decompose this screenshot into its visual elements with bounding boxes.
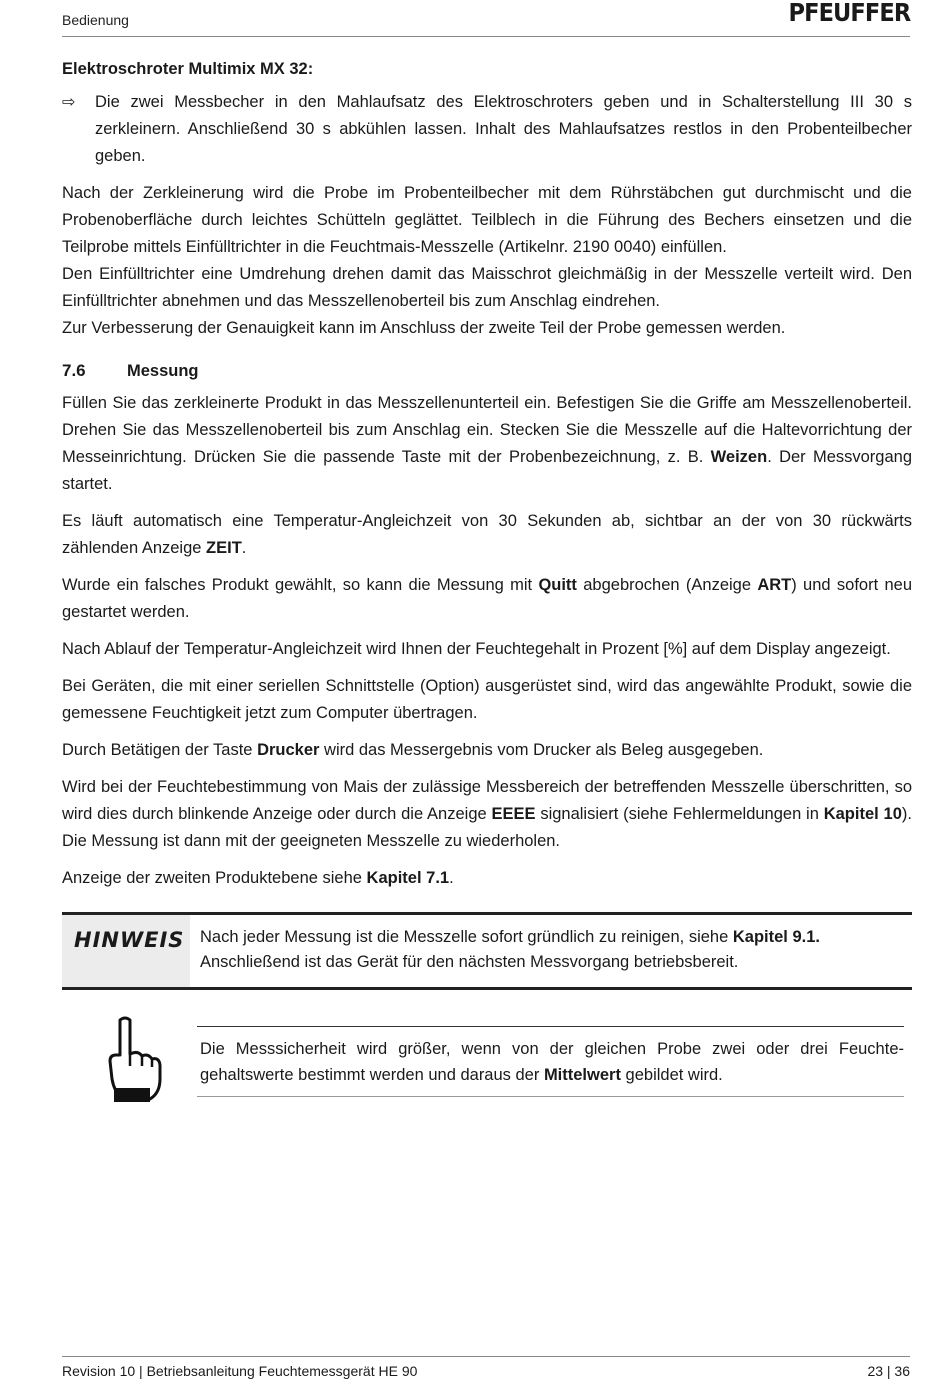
- notice-text: Nach jeder Messung ist die Messzelle sofort gründlich zu reinigen, siehe Kapitel 9.1. Anschließend ist das Gerät für den nächsten Messvorgang betriebsbereit.: [200, 928, 820, 971]
- multimix-line-1: Nach der Zerkleinerung wird die Probe im Probenteilbecher mit dem Rührstäbchen gut durchmischt und die Probenoberfläche durch leichtes Schütteln geglättet. Teilblech in die Führung des Bechers einsetzen und die Teilprobe mittels Einfülltrichter in die Feuchtmais-Messzelle (Artikelnr. 2190 0040) einfüllen.: [62, 184, 912, 256]
- multimix-title: Elektroschroter Multimix MX 32:: [62, 60, 314, 78]
- multimix-line-2: Den Einfülltrichter eine Umdrehung drehen damit das Maisschrot gleichmäßig in der Messzelle verteilt wird. Den Einfülltrichter abnehmen und das Messzellenoberteil bis zum Anschlag eindrehen.: [62, 265, 912, 310]
- arrow-right-outline-icon: ⇨: [62, 94, 76, 111]
- paragraph-5: Bei Geräten, die mit einer seriellen Schnittstelle (Option) ausgerüstet sind, wird das angewählte Produkt, sowie die gemessene Feuchtigkeit jetzt zum Computer übertragen.: [62, 677, 912, 722]
- multimix-paragraph: [62, 180, 912, 342]
- bold-eeee: EEEE: [491, 805, 536, 823]
- section-title: Messung: [127, 362, 199, 380]
- bold-art: ART: [757, 576, 792, 594]
- paragraph-6: Durch Betätigen der Taste Drucker wird das Messergebnis vom Drucker als Beleg ausgegeben.: [62, 741, 764, 759]
- tip-bottom-rule: [197, 1096, 904, 1097]
- bold-kapitel-9-1: Kapitel 9.1.: [732, 928, 820, 946]
- paragraph-2: Es läuft automatisch eine Temperatur-Angleichzeit von 30 Sekunden ab, sichtbar an der von 30 rückwärts zählenden Anzeige ZEIT.: [62, 512, 912, 557]
- page-number: 23 | 36: [867, 1363, 910, 1379]
- bold-quitt: Quitt: [538, 576, 577, 594]
- page-content: [62, 56, 912, 1136]
- pointing-hand-icon: [102, 1016, 162, 1106]
- paragraph-4: Nach Ablauf der Temperatur-Angleichzeit wird Ihnen der Feuchtegehalt in Prozent [%] auf dem Display angezeigt.: [62, 640, 891, 658]
- tip-top-rule: [197, 1026, 904, 1027]
- bold-drucker: Drucker: [257, 741, 320, 759]
- paragraph-1: Füllen Sie das zerkleinerte Produkt in das Messzellenunterteil ein. Befestigen Sie die Griffe am Messzellenoberteil. Drehen Sie das Messzellenoberteil bis zum Anschlag ein. Stecken Sie die Messzelle auf die Haltevorrichtung der Messeinrichtung. Drücken Sie die passende Taste mit der Probenbezeichnung, z. B. Weizen. Der Messvorgang startet.: [62, 394, 913, 493]
- bold-zeit: ZEIT: [206, 539, 242, 557]
- tip-box: [62, 1016, 912, 1136]
- multimix-line-3: Zur Verbesserung der Genauigkeit kann im Anschluss der zweite Teil der Probe gemessen werden.: [62, 319, 786, 337]
- notice-box: [62, 912, 912, 990]
- paragraph-7: Wird bei der Feuchtebestimmung von Mais der zulässige Messbereich der betreffenden Messzelle überschritten, so wird dies durch blinkende Anzeige oder durch die Anzeige EEEE signalisiert (siehe Fehlermeldungen in Kapitel 10). Die Messung ist dann mit der geeigneten Messzelle zu wiederholen.: [62, 778, 912, 850]
- bold-kapitel-10: Kapitel 10: [823, 805, 902, 823]
- multimix-bullet: [62, 89, 912, 170]
- bullet-text: Die zwei Messbecher in den Mahlaufsatz des Elektroschroters geben und in Schalterstellung III 30 s zerkleinern. Anschließend 30 s abkühlen lassen. Inhalt des Mahlaufsatzes restlos in den Probenteilbecher geben.: [95, 93, 912, 165]
- paragraph-3: Wurde ein falsches Produkt gewählt, so kann die Messung mit Quitt abgebrochen (Anzeige ART) und sofort neu gestartet werden.: [62, 576, 912, 621]
- header-divider: [62, 36, 910, 37]
- bold-mittelwert: Mittelwert: [543, 1066, 621, 1084]
- notice-label: HINWEIS: [62, 915, 190, 987]
- pfeuffer-logo: PFEUFFER: [788, 0, 910, 27]
- bold-weizen: Weizen: [710, 448, 768, 466]
- paragraph-8: Anzeige der zweiten Produktebene siehe Kapitel 7.1.: [62, 869, 454, 887]
- tip-text: Die Messsicherheit wird größer, wenn von der gleichen Probe zwei oder drei Feuchtegehaltswerte bestimmt werden und daraus der Mittelwert gebildet wird.: [200, 1040, 904, 1084]
- footer-revision: Revision 10 | Betriebsanleitung Feuchtemessgerät HE 90: [62, 1363, 418, 1379]
- running-header: Bedienung: [62, 12, 129, 28]
- section-heading: [62, 360, 912, 382]
- section-number: 7.6: [62, 361, 86, 380]
- bold-kapitel-7-1: Kapitel 7.1: [366, 869, 450, 887]
- footer-divider: [62, 1356, 910, 1357]
